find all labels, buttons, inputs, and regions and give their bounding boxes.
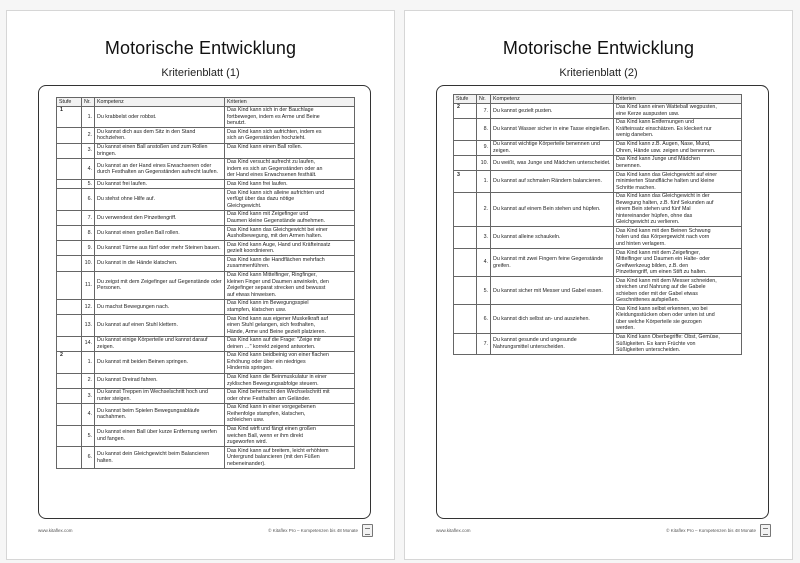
header-kriterien: Kriterien: [225, 98, 355, 107]
number-cell: 9.: [82, 241, 95, 256]
table-row: [454, 140, 742, 155]
table-row: [454, 118, 742, 140]
kriterien-line: Süßigkeiten unterscheiden.: [616, 347, 681, 354]
kriterien-line: Bewegung halten, z.B. fünf Sekunden auf: [616, 199, 714, 206]
kriterien-line: Das Kind kann Auge, Hand und Kräfteinsatz: [227, 241, 331, 248]
kompetenz-cell: Du zeigst mit dem Zeigefinger auf Gegenstände oder Personen.: [95, 271, 225, 299]
kriterien-line: und hinten verlagern.: [616, 240, 666, 247]
number-cell: 6.: [477, 305, 491, 333]
table-row: [57, 241, 355, 256]
stufe-cell: [454, 155, 477, 170]
kriterien-line: zusammenführen.: [227, 263, 270, 270]
kriterien-line: wenig daneben.: [616, 132, 654, 139]
number-cell: 1.: [82, 106, 95, 128]
kriterien-cell: [614, 333, 742, 355]
kriterien-line: schleichen usw.: [227, 417, 265, 424]
kriterien-line: Ohren, Hände usw. zeigen und benennen.: [616, 147, 716, 154]
stufe-cell: [454, 277, 477, 305]
table-row: [454, 192, 742, 227]
kriterien-line: Das Kind kann einen Ball rollen.: [227, 144, 303, 151]
stufe-cell: [57, 271, 82, 299]
number-cell: 6.: [82, 447, 95, 469]
kriterien-cell: [614, 277, 742, 305]
kriterien-line: Das Kind kann mit den Beinen Schwung: [616, 227, 711, 234]
kompetenz-cell: Du verwendest den Pinzettengriff.: [95, 210, 225, 225]
kompetenz-cell: Du kannst einige Körperteile und kannst darauf zeigen.: [95, 336, 225, 351]
kriterien-line: Das Kind kann mit dem Zeigefinger,: [616, 249, 700, 256]
stufe-cell: 2: [454, 103, 477, 118]
stufe-cell: [57, 143, 82, 158]
kompetenz-cell: Du weißt, was Junge und Mädchen unterscheidet.: [491, 155, 614, 170]
number-cell: 8.: [477, 118, 491, 140]
table-row: [57, 403, 355, 425]
kompetenz-cell: Du kannst Wasser sicher in eine Tasse eingießen.: [491, 118, 614, 140]
kriterien-line: Das Kind versucht aufrecht zu laufen,: [227, 159, 316, 166]
table-row: [454, 333, 742, 355]
kriterien-line: Das Kind kann mit dem Messer schneiden,: [616, 277, 717, 284]
stufe-cell: [57, 314, 82, 336]
kriterien-line: fortbewegen, indem es Arme und Beine: [227, 113, 320, 120]
stufe-cell: [57, 158, 82, 180]
kriterien-line: Das Kind beherrscht den Wechselschritt mit: [227, 389, 330, 396]
kriterien-cell: [225, 241, 355, 256]
stufe-cell: 1: [57, 106, 82, 128]
kompetenz-cell: Du kannst sicher mit Messer und Gabel essen.: [491, 277, 614, 305]
number-cell: 7.: [477, 333, 491, 355]
kriterien-line: Daumen kleine Gegenstände aufnehmen.: [227, 217, 326, 224]
page-title: Motorische Entwicklung: [104, 38, 297, 58]
kriterien-cell: [614, 155, 742, 170]
kompetenz-cell: Du kannst Türme aus fünf oder mehr Steinen bauen.: [95, 241, 225, 256]
header-stufe: Stufe: [57, 98, 82, 107]
kriterien-line: Greifwerkzeug bilden, z.B. den: [616, 262, 689, 269]
page-subtitle: Kriterienblatt (2): [559, 67, 638, 79]
kriterien-line: zugeworfen wird.: [227, 439, 268, 446]
number-cell: 11.: [82, 271, 95, 299]
kriterien-line: gezielt koordinieren.: [227, 248, 275, 255]
kompetenz-cell: Du kannst frei laufen.: [95, 180, 225, 189]
page-subtitle: Kriterienblatt (1): [161, 67, 240, 79]
criteria-table: [56, 97, 355, 469]
kriterien-cell: [225, 158, 355, 180]
stufe-cell: 3: [454, 170, 477, 192]
kriterien-line: zyklischen Bewegungsabfolge steuern.: [227, 380, 319, 387]
kriterien-line: sich an Gegenständen hochzieht.: [227, 135, 306, 142]
stufe-cell: [454, 118, 477, 140]
table-row: [57, 143, 355, 158]
stufe-cell: [57, 180, 82, 189]
header-nr: Nr.: [477, 95, 491, 104]
kriterien-line: Das Kind kann auf breitem, leicht erhöhtem: [227, 447, 329, 454]
kriterien-line: Das Kind kann z.B. Augen, Nase, Mund,: [616, 141, 711, 148]
kriterien-cell: [614, 192, 742, 227]
stufe-cell: [57, 299, 82, 314]
kriterien-line: Das Kind kann das Gleichgewicht auf einer: [616, 171, 717, 178]
stufe-cell: [57, 336, 82, 351]
kriterien-line: holen und das Körpergewicht nach vorn: [616, 234, 710, 241]
kriterien-line: Zeigefinger separat strecken und bewusst: [227, 285, 326, 292]
number-cell: 13.: [82, 314, 95, 336]
kriterien-line: auf etwas hinweisen.: [227, 291, 277, 298]
kriterien-cell: [614, 140, 742, 155]
stufe-cell: [57, 447, 82, 469]
number-cell: 7.: [82, 210, 95, 225]
kriterien-cell: [225, 256, 355, 271]
header-nr: Nr.: [82, 98, 95, 107]
kriterien-line: eine Kerze auspusten usw.: [616, 110, 680, 117]
number-cell: 5.: [82, 180, 95, 189]
kriterien-line: oder ohne Festhalten am Geländer.: [227, 395, 311, 402]
stufe-cell: [454, 140, 477, 155]
stufe-cell: [57, 189, 82, 211]
stufe-cell: [57, 128, 82, 143]
stufe-cell: [57, 403, 82, 425]
table-row: [57, 226, 355, 241]
number-cell: 14.: [82, 336, 95, 351]
table-header-row: [454, 95, 742, 104]
stufe-cell: [454, 192, 477, 227]
page-1: [6, 10, 395, 560]
kriterien-line: benutzt.: [227, 120, 246, 127]
table-row: [57, 336, 355, 351]
table-row: [57, 447, 355, 469]
table-row: [57, 189, 355, 211]
table-row: [57, 388, 355, 403]
table-row: [454, 249, 742, 277]
number-cell: 1.: [82, 351, 95, 373]
kompetenz-cell: Du kannst mit beiden Beinen springen.: [95, 351, 225, 373]
kompetenz-cell: Du kannst einen Ball anstoßen und zum Rollen bringen.: [95, 143, 225, 158]
kriterien-cell: [614, 227, 742, 249]
kompetenz-cell: Du kannst an der Hand eines Erwachsenen oder durch Festhalten an Gegenständen aufrecht laufen.: [95, 158, 225, 180]
kriterien-line: Das Kind kann das Gleichgewicht in der: [616, 193, 710, 200]
footer-website: www.kitaflex.com: [38, 528, 73, 533]
number-cell: 2.: [82, 373, 95, 388]
footer-copyright: © Kitaflex Pro – Kompetenzen bis 48 Monate: [666, 528, 756, 533]
footer-website: www.kitaflex.com: [436, 528, 471, 533]
kriterien-cell: [614, 305, 742, 333]
table-row: [57, 256, 355, 271]
number-cell: 9.: [477, 140, 491, 155]
kriterien-line: schieben oder mit der Gabel etwas: [616, 290, 698, 297]
header-kriterien: Kriterien: [614, 95, 742, 104]
stufe-cell: [454, 333, 477, 355]
kriterien-line: Das Kind kann sich alleine aufrichten und: [227, 189, 325, 196]
header-stufe: Stufe: [454, 95, 477, 104]
number-cell: 4.: [82, 158, 95, 180]
kompetenz-cell: Du kannst einen großen Ball rollen.: [95, 226, 225, 241]
number-cell: 5.: [82, 425, 95, 447]
kompetenz-cell: Du kannst in die Hände klatschen.: [95, 256, 225, 271]
kompetenz-cell: Du kannst wichtige Körperteile benennen und zeigen.: [491, 140, 614, 155]
kriterien-line: Das Kind kann einen Watteball wegpusten,: [616, 104, 717, 111]
kriterien-line: Das Kind wirft und fängt einen großen: [227, 426, 316, 433]
table-row: [57, 128, 355, 143]
page-2: [404, 10, 793, 560]
table-row: [454, 170, 742, 192]
stufe-cell: [454, 227, 477, 249]
number-cell: 3.: [82, 143, 95, 158]
kriterien-line: kleinen Finger und Daumen anwinkeln, den: [227, 278, 329, 285]
kriterien-cell: [614, 170, 742, 192]
kriterien-line: der Hand eines Erwachsenen festhält.: [227, 172, 317, 179]
table-row: [57, 271, 355, 299]
kompetenz-cell: Du kannst gezielt pusten.: [491, 103, 614, 118]
kriterien-line: Süßigkeiten. Es kann Früchte von: [616, 340, 696, 347]
kriterien-cell: [225, 180, 355, 189]
kriterien-line: minimierten Standfläche halten und kleine: [616, 178, 715, 185]
kriterien-line: Das Kind kann die Beinmuskulatur in einer: [227, 374, 327, 381]
kriterien-line: Das Kind kann sich in der Bauchlage: [227, 107, 314, 114]
number-cell: 7.: [477, 103, 491, 118]
kriterien-line: einem Bein stehen und fünf Mal: [616, 206, 691, 213]
kriterien-cell: [614, 118, 742, 140]
number-cell: 4.: [82, 403, 95, 425]
kompetenz-cell: Du kannst Treppen im Wechselschritt hoch und runter steigen.: [95, 388, 225, 403]
kriterien-line: Hände, Arme und Beine gezielt platzieren.: [227, 328, 326, 335]
kriterien-line: hintereinander hüpfen, ohne das: [616, 212, 693, 219]
kriterien-line: Ausholbewegung, mit den Armen halten.: [227, 233, 323, 240]
kriterien-cell: [225, 447, 355, 469]
kriterien-line: Gleichgewicht.: [227, 202, 262, 209]
kriterien-line: Mittelfinger und Daumen ein Halte- oder: [616, 256, 710, 263]
kriterien-cell: [614, 103, 742, 118]
number-cell: 1.: [477, 170, 491, 192]
kriterien-line: Das Kind kann selbst erkennen, wo bei: [616, 305, 708, 312]
number-cell: 3.: [477, 227, 491, 249]
kriterien-line: streichen und Nahrung auf die Gabele: [616, 284, 706, 291]
stufe-cell: [57, 210, 82, 225]
table-header-row: [57, 98, 355, 107]
stufe-cell: [454, 249, 477, 277]
kriterien-cell: [225, 314, 355, 336]
number-cell: 2.: [82, 128, 95, 143]
table-row: [57, 106, 355, 128]
kriterien-cell: [225, 106, 355, 128]
kriterien-line: einen Stuhl gelangen, sich festhalten,: [227, 322, 316, 329]
kriterien-line: Erhöhung oder über ein niedriges: [227, 358, 306, 365]
kriterien-cell: [225, 210, 355, 225]
kriterien-line: Kräfteinsatz einschätzen. Es kleckert nur: [616, 125, 712, 132]
stufe-cell: [57, 226, 82, 241]
number-cell: 6.: [82, 189, 95, 211]
kriterien-line: Das Kind kann die Handflächen mehrfach: [227, 256, 325, 263]
kriterien-line: verfügt über das dazu nötige: [227, 196, 295, 203]
kriterien-cell: [225, 373, 355, 388]
number-cell: 8.: [82, 226, 95, 241]
header-kompetenz: Kompetenz: [491, 95, 614, 104]
kompetenz-cell: Du stehst ohne Hilfe auf.: [95, 189, 225, 211]
kriterien-line: Das Kind kann frei laufen.: [227, 181, 288, 188]
kriterien-line: Das Kind kann Junge und Mädchen: [616, 156, 700, 163]
kriterien-line: Das Kind kann Mittelfinger, Ringfinger,: [227, 272, 317, 279]
table-row: [57, 373, 355, 388]
table-row: [454, 277, 742, 305]
kriterien-line: Hindernis springen.: [227, 365, 273, 372]
kriterien-cell: [225, 226, 355, 241]
kompetenz-cell: Du kannst einen Ball über kurze Entfernung werfen und fangen.: [95, 425, 225, 447]
document-icon: [760, 524, 771, 537]
stufe-cell: 2: [57, 351, 82, 373]
kompetenz-cell: Du kannst alleine schaukeln.: [491, 227, 614, 249]
table-row: [454, 305, 742, 333]
footer-copyright: © Kitaflex Pro – Kompetenzen bis 48 Monate: [268, 528, 358, 533]
kriterien-line: Reihenfolge stampfen, klatschen,: [227, 410, 306, 417]
kriterien-line: Geschnittenes aufspießen.: [616, 297, 680, 304]
kriterien-cell: [225, 128, 355, 143]
kriterien-line: Das Kind kann sich aufrichten, indem es: [227, 128, 322, 135]
kriterien-line: Das Kind kann Oberbegriffe: Obst, Gemüse,: [616, 334, 720, 341]
kriterien-line: Kleidungsstücken oben oder unten ist und: [616, 312, 715, 319]
kompetenz-cell: Du kannst auf einem Bein stehen und hüpfen.: [491, 192, 614, 227]
kriterien-line: Das Kind kann im Bewegungsspiel: [227, 300, 309, 307]
table-row: [454, 103, 742, 118]
kompetenz-cell: Du kannst gesunde und ungesunde Nahrungsmittel unterscheiden.: [491, 333, 614, 355]
table-row: [454, 155, 742, 170]
kriterien-cell: [225, 351, 355, 373]
number-cell: 12.: [82, 299, 95, 314]
kriterien-cell: [225, 271, 355, 299]
kriterien-cell: [225, 189, 355, 211]
kriterien-line: Das Kind kann beidbeinig von einer flachen: [227, 352, 329, 359]
table-row: [57, 425, 355, 447]
kriterien-cell: [225, 143, 355, 158]
criteria-table: [453, 94, 742, 355]
kriterien-line: benennen.: [616, 162, 642, 169]
kompetenz-cell: Du kannst dich aus dem Sitz in den Stand hochziehen.: [95, 128, 225, 143]
kompetenz-cell: Du kannst dein Gleichgewicht beim Balancieren halten.: [95, 447, 225, 469]
kriterien-line: nebeneinander).: [227, 460, 266, 467]
kriterien-cell: [225, 425, 355, 447]
kriterien-line: indem es sich an Gegenständen oder an: [227, 165, 323, 172]
kriterien-line: Untergrund balancieren (mit den Füßen: [227, 454, 320, 461]
kompetenz-cell: Du kannst dich selbst an- und ausziehen.: [491, 305, 614, 333]
kompetenz-cell: Du krabbelst oder robbst.: [95, 106, 225, 128]
kriterien-line: werden.: [616, 325, 635, 332]
number-cell: 4.: [477, 249, 491, 277]
stufe-cell: [57, 241, 82, 256]
kriterien-cell: [225, 388, 355, 403]
kriterien-line: weichen Ball, wenn er ihm direkt: [227, 432, 303, 439]
kriterien-line: Gleichgewicht zu verlieren.: [616, 219, 680, 226]
kriterien-line: Das Kind kann in einer vorgegebenen: [227, 404, 316, 411]
kriterien-line: Das Kind kann mit Zeigefinger und: [227, 211, 309, 218]
kompetenz-cell: Du machst Bewegungen nach.: [95, 299, 225, 314]
kompetenz-cell: Du kannst mit zwei Fingern feine Gegenstände greifen.: [491, 249, 614, 277]
number-cell: 10.: [477, 155, 491, 170]
stufe-cell: [454, 305, 477, 333]
kriterien-cell: [225, 299, 355, 314]
table-row: [57, 180, 355, 189]
kriterien-line: Das Kind kann das Gleichgewicht bei einer: [227, 226, 328, 233]
number-cell: 10.: [82, 256, 95, 271]
kompetenz-cell: Du kannst beim Spielen Bewegungsabläufe nachahmen.: [95, 403, 225, 425]
stufe-cell: [57, 388, 82, 403]
kompetenz-cell: Du kannst auf schmalen Rändern balancieren.: [491, 170, 614, 192]
table-row: [57, 299, 355, 314]
table-row: [57, 351, 355, 373]
page-title: Motorische Entwicklung: [502, 38, 695, 58]
kriterien-line: Das Kind kann Entfernungen und: [616, 119, 695, 126]
kriterien-line: Pinzettengriff, um einen Stift zu halten.: [616, 269, 707, 276]
header-kompetenz: Kompetenz: [95, 98, 225, 107]
table-row: [57, 210, 355, 225]
table-row: [57, 158, 355, 180]
number-cell: 5.: [477, 277, 491, 305]
kompetenz-cell: Du kannst Dreirad fahren.: [95, 373, 225, 388]
kriterien-line: Das Kind kann aus eigener Muskelkraft auf: [227, 315, 328, 322]
document-icon: [362, 524, 373, 537]
kriterien-line: Schritte machen.: [616, 184, 656, 191]
number-cell: 2.: [477, 192, 491, 227]
kompetenz-cell: Du kannst auf einen Stuhl klettern.: [95, 314, 225, 336]
kriterien-cell: [225, 403, 355, 425]
kriterien-line: stampfen, klatschen usw.: [227, 306, 287, 313]
kriterien-line: deinen …" korrekt zeigend antworten.: [227, 343, 316, 350]
stufe-cell: [57, 425, 82, 447]
table-row: [57, 314, 355, 336]
table-row: [454, 227, 742, 249]
kriterien-cell: [614, 249, 742, 277]
stufe-cell: [57, 373, 82, 388]
stufe-cell: [57, 256, 82, 271]
kriterien-line: über welche Körperteile sie gezogen: [616, 318, 702, 325]
kriterien-line: Das Kind kann auf die Frage: "Zeige mir: [227, 337, 322, 344]
kriterien-cell: [225, 336, 355, 351]
number-cell: 3.: [82, 388, 95, 403]
